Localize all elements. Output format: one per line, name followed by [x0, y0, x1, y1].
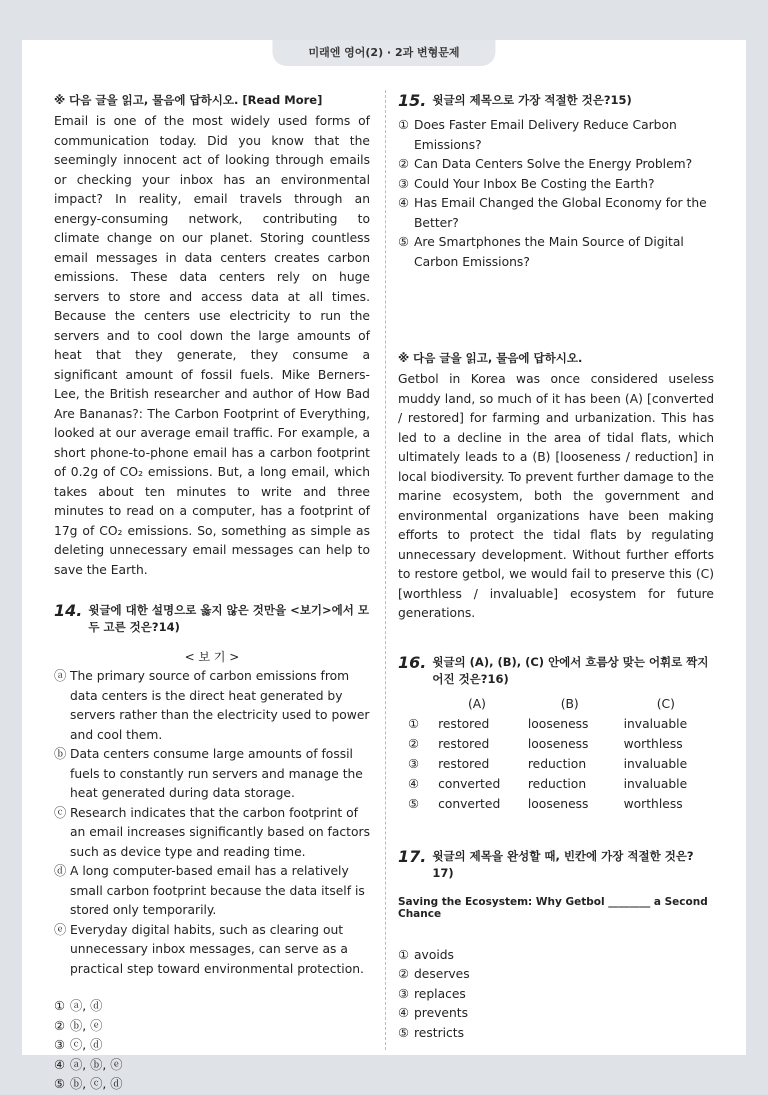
- option-marker: ⓐ: [54, 669, 67, 683]
- option-text: restricts: [414, 1025, 465, 1040]
- question-17: [398, 848, 714, 1044]
- option-marker: ③: [54, 1038, 66, 1052]
- option-text: ⓑ, ⓔ: [70, 1018, 103, 1033]
- right-column: [398, 92, 714, 1043]
- option-marker: ⑤: [398, 235, 410, 249]
- bogi-item: [54, 862, 370, 921]
- option-marker: ⓑ: [54, 747, 67, 761]
- option-text: deserves: [414, 967, 470, 981]
- option-marker: ③: [398, 176, 410, 191]
- table-cell: looseness: [527, 796, 589, 811]
- table-cell: restored: [438, 716, 490, 731]
- bogi-item: [54, 745, 370, 804]
- option-text: ⓐ, ⓓ: [70, 999, 103, 1013]
- answer-option[interactable]: [54, 1036, 370, 1056]
- answer-options: [54, 997, 370, 1095]
- option-text: prevents: [414, 1006, 469, 1020]
- question-14: [54, 602, 370, 1095]
- option-text: A long computer-based email has a relatively small carbon footprint because the data itself is stored only temporarily.: [70, 864, 365, 917]
- passage-instruction: ※ 다음 글을 읽고, 물음에 답하시오.: [398, 351, 583, 365]
- option-marker: ⓒ: [54, 805, 67, 820]
- answer-option[interactable]: [402, 734, 714, 754]
- question-text: 윗글의 제목으로 가장 적절한 것은?15): [432, 93, 632, 107]
- bogi-list: [54, 667, 370, 979]
- getbol-passage: Getbol in Korea was once considered useless muddy land, so much of it has been (A) [converted / restored] for farming and urbanization. This has led to a decline in the area of tidal flats, which ultimately leads to a (B) [looseness / reduction] in local biodiversity. To prevent further damage to the marine ecosystem, both the government and environmental organizations have been making efforts to protect the tidal flats by regulating unnecessary development. Without further efforts to restore getbol, we would fail to preserve this (C) [worthless / invaluable] ecosystem for future generations.: [398, 372, 714, 620]
- option-text: Data centers consume large amounts of fossil fuels to constantly run servers and manage the heat generated during data storage.: [70, 747, 363, 800]
- worksheet-page: [22, 40, 746, 1091]
- option-text: avoids: [414, 947, 454, 962]
- title-sentence: Saving the Ecosystem: Why Getbol ________ a Second Chance: [398, 895, 708, 920]
- answer-option[interactable]: [398, 233, 714, 272]
- option-marker: ⑤: [398, 1025, 410, 1040]
- answer-option[interactable]: [398, 194, 714, 233]
- answer-option[interactable]: [54, 997, 370, 1017]
- option-marker: ④: [54, 1057, 66, 1072]
- header-spacer: [402, 694, 432, 714]
- question-15: [398, 92, 714, 272]
- option-marker: ⑤: [54, 1077, 66, 1091]
- option-marker: ⓓ: [54, 864, 67, 878]
- column-header: (C): [656, 696, 675, 711]
- vocab-choice-table: [402, 694, 714, 814]
- table-cell: restored: [438, 736, 490, 751]
- option-marker: ②: [408, 736, 420, 751]
- table-cell: looseness: [527, 716, 589, 731]
- option-text: Has Email Changed the Global Economy for the Better?: [414, 196, 707, 230]
- option-text: Research indicates that the carbon footprint of an email increases significantly based on factors such as device type and reading time.: [70, 805, 370, 859]
- answer-option[interactable]: [398, 175, 714, 195]
- option-marker: ③: [408, 756, 420, 771]
- option-marker: ④: [398, 196, 410, 210]
- answer-option[interactable]: [398, 965, 714, 985]
- option-text: ⓑ, ⓒ, ⓓ: [70, 1077, 123, 1091]
- answer-option[interactable]: [398, 946, 714, 966]
- table-cell: worthless: [623, 796, 683, 811]
- page-header-title: 미래엔 영어(2) · 2과 변형문제: [272, 40, 495, 66]
- left-column: [54, 92, 370, 1095]
- question-text: 윗글의 제목을 완성할 때, 빈칸에 가장 적절한 것은?17): [432, 848, 694, 880]
- option-marker: ①: [398, 118, 410, 132]
- bogi-item: [54, 921, 370, 980]
- passage-2-block: [398, 350, 714, 624]
- bogi-item: [54, 804, 370, 863]
- table-cell: reduction: [527, 776, 587, 791]
- question-16: [398, 654, 714, 814]
- question-text: 윗글에 대한 설명으로 옳지 않은 것만을 <보기>에서 모두 고른 것은?14): [88, 603, 369, 634]
- column-header: (B): [560, 696, 579, 711]
- option-marker: ①: [54, 999, 66, 1013]
- answer-option[interactable]: [398, 1004, 714, 1024]
- option-marker: ⑤: [408, 796, 420, 811]
- table-cell: reduction: [527, 756, 587, 771]
- option-marker: ③: [398, 986, 410, 1001]
- question-number: 16.: [398, 652, 427, 672]
- table-cell: converted: [438, 796, 501, 811]
- answer-option[interactable]: [402, 774, 714, 794]
- option-text: Are Smartphones the Main Source of Digital Carbon Emissions?: [414, 235, 684, 269]
- answer-option[interactable]: [54, 1075, 370, 1095]
- option-text: Everyday digital habits, such as clearing out unnecessary inbox messages, can serve as a practical step toward environmental protection.: [70, 922, 364, 976]
- answer-option[interactable]: [54, 1017, 370, 1037]
- question-number: 14.: [54, 601, 83, 620]
- option-marker: ②: [398, 967, 410, 981]
- option-marker: ④: [398, 1006, 410, 1020]
- table-cell: looseness: [527, 736, 589, 751]
- question-text: 윗글의 (A), (B), (C) 안에서 흐름상 맞는 어휘로 짝지어진 것은?16): [432, 654, 709, 686]
- option-marker: ②: [398, 157, 410, 171]
- option-marker: ①: [398, 947, 410, 962]
- option-marker: ②: [54, 1018, 66, 1033]
- column-header: (A): [467, 696, 486, 711]
- option-marker: ⓔ: [54, 922, 67, 937]
- bogi-item: [54, 667, 370, 745]
- table-cell: worthless: [623, 736, 683, 751]
- option-text: Does Faster Email Delivery Reduce Carbon Emissions?: [414, 118, 677, 152]
- answer-option[interactable]: [402, 754, 714, 774]
- answer-option[interactable]: [398, 985, 714, 1005]
- option-text: replaces: [414, 986, 466, 1001]
- answer-options: [398, 946, 714, 1044]
- option-text: Can Data Centers Solve the Energy Problem?: [414, 157, 693, 171]
- table-header-row: [402, 694, 714, 714]
- question-number: 17.: [398, 846, 427, 866]
- option-marker: ④: [408, 776, 420, 791]
- table-cell: invaluable: [623, 776, 688, 791]
- email-passage: Email is one of the most widely used forms of communication today. Did you know that the seemingly innocent act of looking through emails or checking your inbox has an environmental impact? In reality, email travels through an energy-consuming network, contributing to climate change on our planet. Storing countless email messages in data centers creates carbon emissions. These data centers rely on huge servers to store and access data at all times. Because the centers use electricity to run the servers and to cool down the large amounts of heat that they generate, they consume a significant amount of fossil fuels. Mike Berners-Lee, the British researcher and author of How Bad Are Bananas?: The Carbon Footprint of Everything, looked at our average email traffic. For example, a short phone-to-phone email has a carbon footprint of 0.2g of CO₂ emissions. But, a long email, which takes about ten minutes to write and three minutes to read on a computer, has a footprint of 17g of CO₂ emissions. So, something as simple as deleting unnecessary email messages can help to save the Earth.: [54, 114, 370, 577]
- table-cell: invaluable: [623, 716, 688, 731]
- table-cell: restored: [438, 756, 490, 771]
- option-text: ⓐ, ⓑ, ⓔ: [70, 1057, 123, 1072]
- answer-option[interactable]: [398, 116, 714, 155]
- question-number: 15.: [398, 91, 427, 110]
- table-cell: converted: [438, 776, 501, 791]
- table-cell: invaluable: [623, 756, 688, 771]
- answer-option[interactable]: [398, 155, 714, 175]
- answer-option[interactable]: [54, 1056, 370, 1076]
- option-text: The primary source of carbon emissions from data centers is the direct heat generated by servers rather than the electricity used to power and cool them.: [70, 669, 370, 742]
- option-text: Could Your Inbox Be Costing the Earth?: [414, 176, 655, 191]
- answer-option[interactable]: [398, 1024, 714, 1044]
- answer-option[interactable]: [402, 794, 714, 814]
- answer-options: [398, 116, 714, 272]
- option-text: ⓒ, ⓓ: [70, 1038, 103, 1052]
- bogi-title: < 보 기 >: [184, 650, 240, 664]
- passage-instruction: ※ 다음 글을 읽고, 물음에 답하시오. [Read More]: [54, 93, 323, 107]
- answer-option[interactable]: [402, 714, 714, 734]
- column-divider: [385, 90, 386, 1050]
- option-marker: ①: [408, 716, 420, 731]
